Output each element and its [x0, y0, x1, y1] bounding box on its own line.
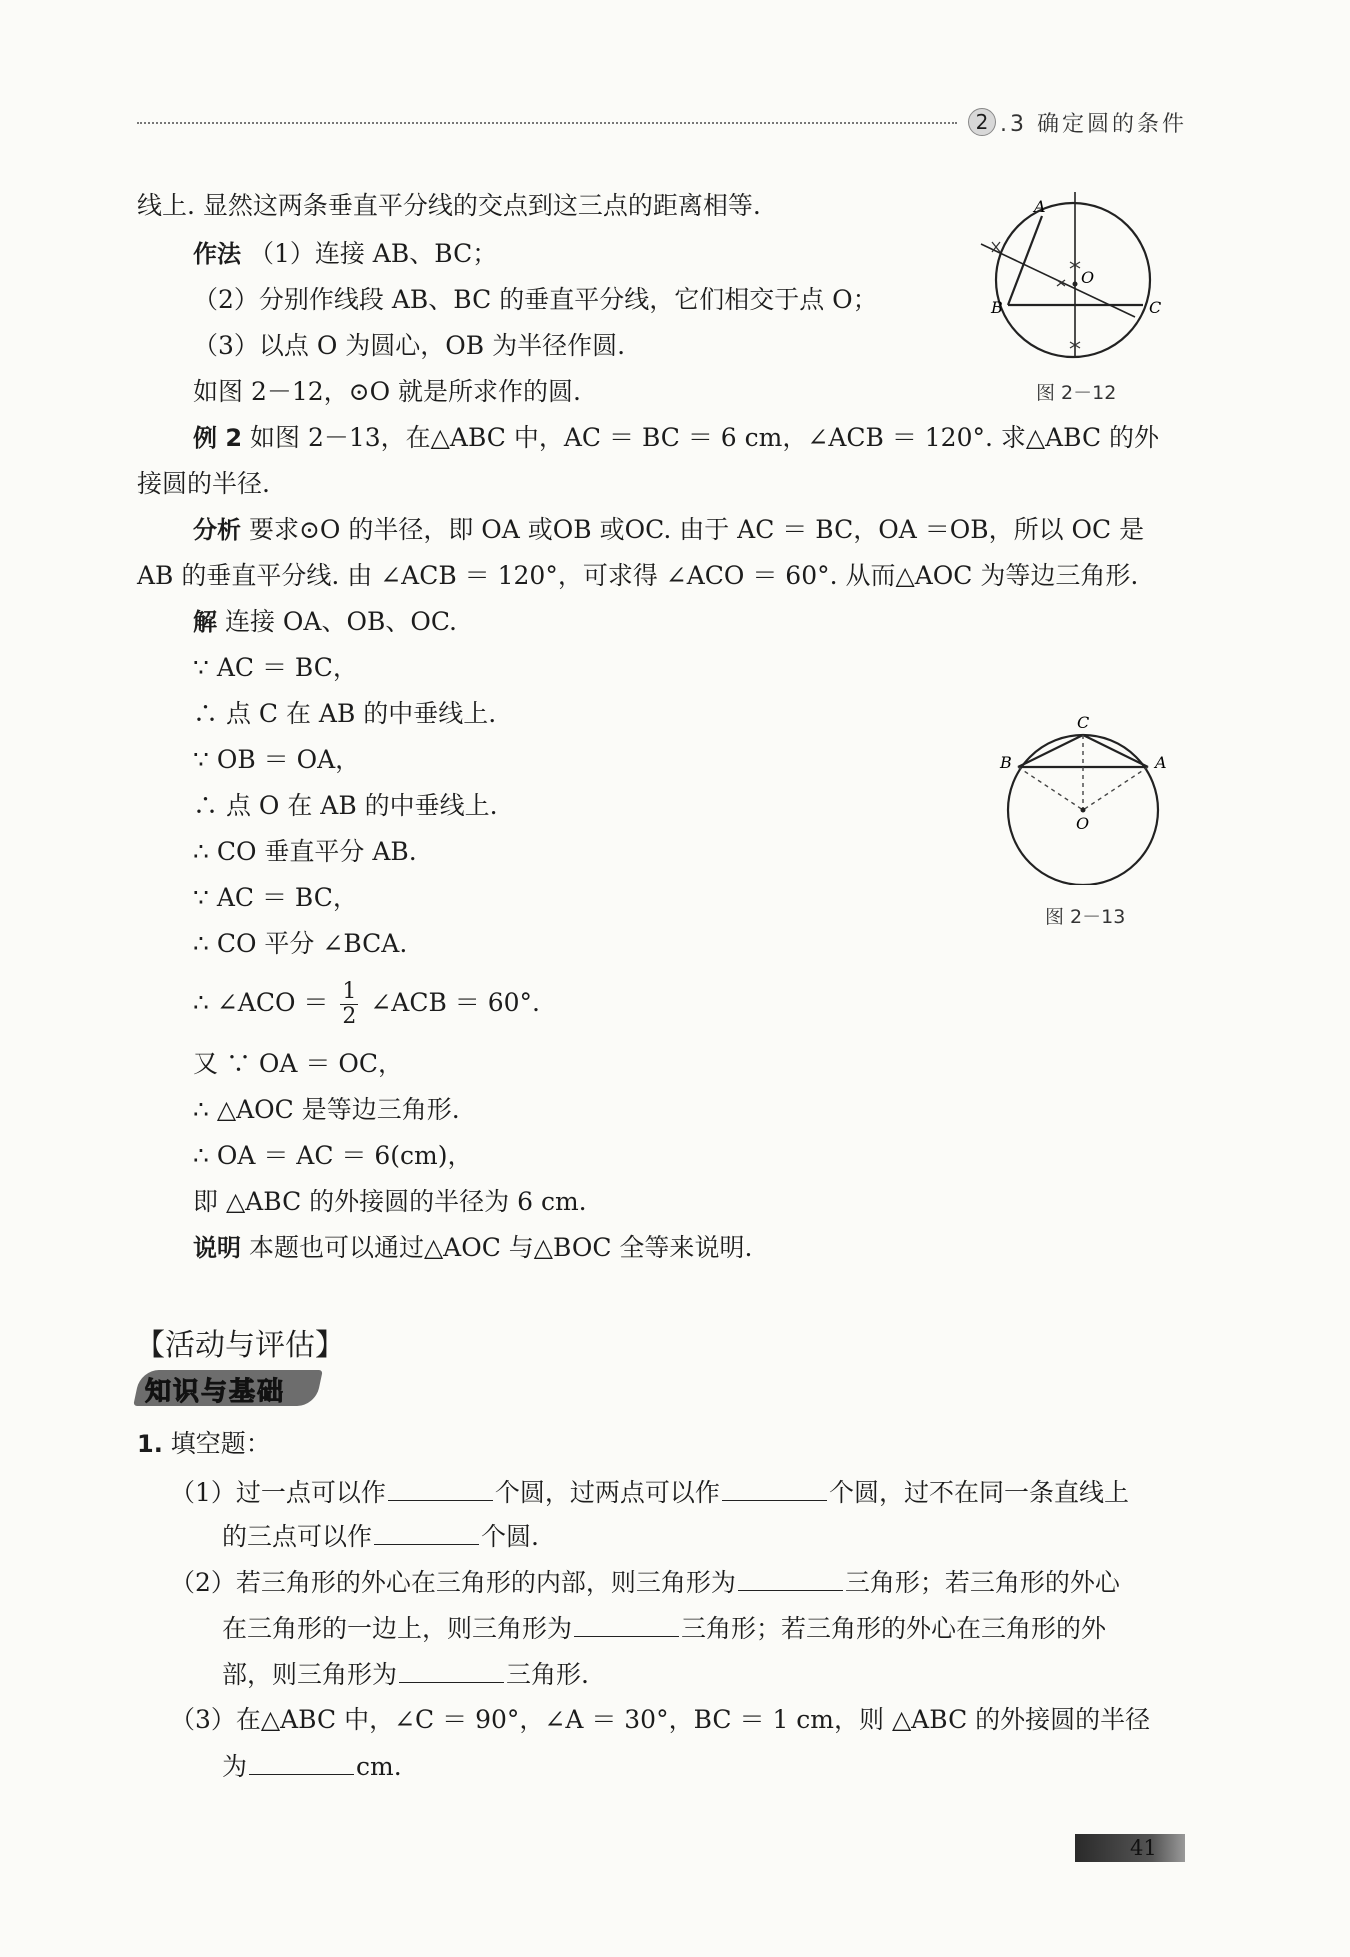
proof-line-5: ∴ CO 垂直平分 AB. — [193, 837, 417, 866]
solution-line — [193, 604, 457, 640]
q1-3-text-b: 为 — [222, 1752, 248, 1781]
proof-line-2: ∴ 点 C 在 AB 的中垂线上. — [193, 699, 497, 728]
text-line-1: 线上. 显然这两条垂直平分线的交点到这三点的距离相等. — [137, 191, 761, 220]
fig-2-13-label-o: O — [1076, 814, 1090, 833]
subsection-badge-label: 知识与基础 — [145, 1377, 286, 1407]
q1-2-line-b — [222, 1610, 1106, 1647]
q1-1-blank-2[interactable] — [722, 1474, 827, 1501]
q1-1-blank-3[interactable] — [374, 1518, 479, 1545]
q1-1-text-d: 的三点可以作 — [222, 1522, 373, 1551]
activity-heading: 【活动与评估】 — [135, 1328, 345, 1363]
proof-line-9: 又 ∵ OA ＝ OC， — [193, 1049, 403, 1078]
fraction-numerator: 1 — [342, 979, 357, 1004]
q1-2-line-c — [222, 1656, 589, 1693]
proof-line-7: ∴ CO 平分 ∠BCA. — [193, 929, 408, 958]
analysis-text: 要求⊙O 的半径，即 OA 或OB 或OC. 由于 AC ＝ BC，OA ＝OB，所以 OC 是 — [248, 515, 1145, 544]
method-conclusion: 如图 2－12，⊙O 就是所求作的圆. — [193, 377, 582, 406]
example-keyword: 例 2 — [193, 424, 243, 452]
q1-1-line-b — [222, 1518, 539, 1555]
fig-2-13-label-b: B — [1000, 753, 1012, 772]
solution-text: 连接 OA、OB、OC. — [224, 607, 457, 636]
q1-3-text-c: cm. — [356, 1752, 402, 1781]
fig-2-12-label-a: A — [1034, 197, 1046, 216]
question-1-label: 填空题： — [170, 1429, 271, 1458]
example-2-text: 如图 2－13，在△ABC 中，AC ＝ BC ＝ 6 cm，∠ACB ＝ 120°. 求△ABC 的外 — [250, 423, 1160, 452]
q1-2-blank-1[interactable] — [738, 1564, 843, 1591]
q1-1-line-a — [170, 1474, 1129, 1511]
fig-2-13-label-a: A — [1155, 753, 1167, 772]
fig-2-12-label-b: B — [991, 298, 1003, 317]
figure-2-12 — [965, 180, 1170, 370]
analysis-keyword: 分析 — [193, 516, 241, 544]
header-rule — [137, 122, 957, 124]
proof-line-4: ∴ 点 O 在 AB 的中垂线上. — [193, 791, 498, 820]
figure-2-13 — [995, 705, 1185, 885]
q1-1-text-a: （1）过一点可以作 — [170, 1478, 386, 1507]
proof-line-11: ∴ OA ＝ AC ＝ 6(cm)， — [193, 1141, 473, 1170]
fraction-denominator: 2 — [342, 1004, 357, 1029]
method-step-3: （3）以点 O 为圆心，OB 为半径作圆. — [193, 331, 626, 360]
proof-line-6: ∵ AC ＝ BC， — [193, 883, 358, 912]
method-step-2: （2）分别作线段 AB、BC 的垂直平分线，它们相交于点 O； — [193, 285, 878, 314]
note-line — [193, 1230, 752, 1266]
page-number: 41 — [1130, 1836, 1157, 1860]
q1-3-line-a: （3）在△ABC 中，∠C ＝ 90°，∠A ＝ 30°，BC ＝ 1 cm，则 △ABC 的外接圆的半径 — [170, 1705, 1151, 1734]
method-step-1: （1）连接 AB、BC； — [248, 239, 498, 268]
proof-line-3: ∵ OB ＝ OA， — [193, 745, 361, 774]
q1-2-text-c: 在三角形的一边上，则三角形为 — [222, 1614, 573, 1643]
q1-2-blank-3[interactable] — [399, 1656, 504, 1683]
fig-2-13-label-c: C — [1077, 713, 1090, 732]
q1-2-text-e: 部，则三角形为 — [222, 1660, 398, 1689]
fraction-one-half — [340, 980, 358, 1029]
note-text: 本题也可以通过△AOC 与△BOC 全等来说明. — [248, 1233, 753, 1262]
q1-1-text-e: 个圆. — [481, 1522, 539, 1551]
q1-2-text-b: 三角形；若三角形的外心 — [844, 1568, 1120, 1597]
section-title: .3 确定圆的条件 — [1000, 112, 1187, 137]
example-2-cont: 接圆的半径. — [137, 469, 270, 498]
q1-1-text-b: 个圆，过两点可以作 — [494, 1478, 720, 1507]
q1-2-text-a: （2）若三角形的外心在三角形的内部，则三角形为 — [170, 1568, 736, 1597]
proof-line-8-pre: ∴ ∠ACO ＝ — [193, 988, 329, 1017]
method-keyword: 作法 — [193, 240, 241, 268]
solution-keyword: 解 — [193, 608, 217, 636]
fig-2-12-label-o: O — [1081, 268, 1095, 287]
proof-line-8-post: ∠ACB ＝ 60°. — [370, 988, 540, 1017]
q1-2-line-a — [170, 1564, 1120, 1601]
analysis-cont: AB 的垂直平分线. 由 ∠ACB ＝ 120°，可求得 ∠ACO ＝ 60°. 从而△AOC 为等边三角形. — [137, 561, 1139, 590]
analysis-line — [193, 512, 1144, 548]
method-line — [193, 236, 497, 272]
question-1-title — [137, 1426, 271, 1462]
q1-1-text-c: 个圆，过不在同一条直线上 — [828, 1478, 1129, 1507]
example-2-line — [193, 420, 1159, 456]
question-1-number: 1. — [137, 1430, 163, 1458]
q1-3-line-b — [222, 1748, 402, 1785]
proof-line-8 — [193, 980, 540, 1029]
figure-2-13-caption: 图 2－13 — [1045, 906, 1126, 928]
q1-2-blank-2[interactable] — [574, 1610, 679, 1637]
proof-line-10: ∴ △AOC 是等边三角形. — [193, 1095, 460, 1124]
proof-line-1: ∵ AC ＝ BC， — [193, 653, 358, 682]
section-number-badge: 2 — [968, 108, 996, 136]
fig-2-12-label-c: C — [1149, 298, 1162, 317]
q1-2-text-d: 三角形；若三角形的外心在三角形的外 — [681, 1614, 1107, 1643]
proof-line-12: 即 △ABC 的外接圆的半径为 6 cm. — [193, 1187, 587, 1216]
q1-1-blank-1[interactable] — [388, 1474, 493, 1501]
q1-2-text-f: 三角形. — [506, 1660, 589, 1689]
q1-3-blank[interactable] — [249, 1748, 354, 1775]
note-keyword: 说明 — [193, 1234, 241, 1262]
figure-2-12-caption: 图 2－12 — [1036, 382, 1117, 404]
